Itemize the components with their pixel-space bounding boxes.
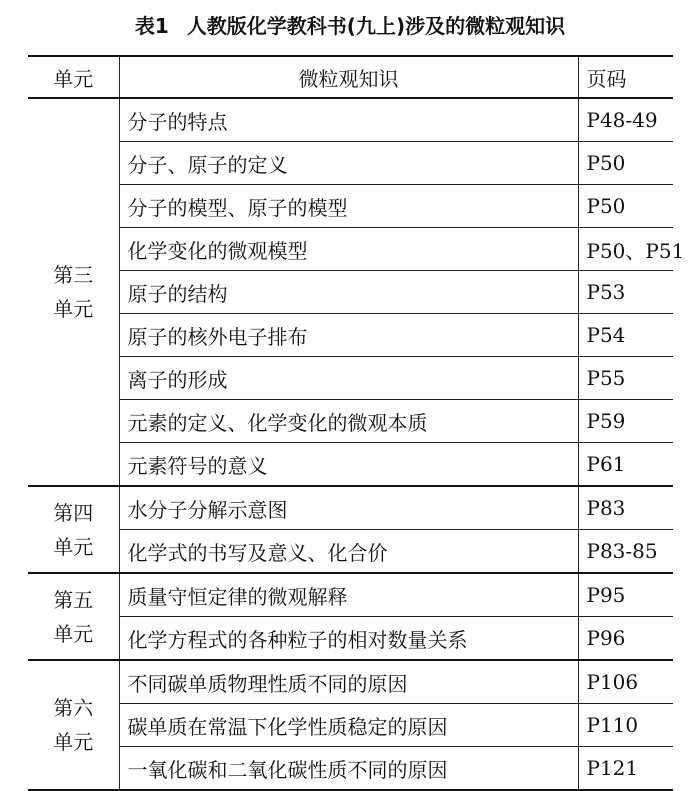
table-row: [28, 357, 673, 400]
table-row: [28, 314, 673, 357]
table-row: [28, 443, 673, 487]
knowledge-cell: 分子的特点: [119, 98, 578, 142]
knowledge-cell: 分子、原子的定义: [119, 142, 578, 185]
knowledge-cell: 原子的结构: [119, 271, 578, 314]
table-row: [28, 747, 673, 791]
table-row: [28, 573, 673, 617]
page-cell: P48-49: [578, 98, 673, 142]
knowledge-cell: 不同碳单质物理性质不同的原因: [119, 660, 578, 704]
unit-label-line: 第五: [53, 587, 94, 612]
knowledge-cell: 化学式的书写及意义、化合价: [119, 530, 578, 574]
table-row: [28, 142, 673, 185]
page-cell: P121: [578, 747, 673, 791]
page-cell: P50: [578, 142, 673, 185]
caption-title: 人教版化学教科书(九上)涉及的微粒观知识: [186, 14, 566, 38]
knowledge-cell: 原子的核外电子排布: [119, 314, 578, 357]
page-cell: P83-85: [578, 530, 673, 574]
knowledge-cell: 质量守恒定律的微观解释: [119, 573, 578, 617]
table-row: [28, 660, 673, 704]
header-knowledge: 微粒观知识: [119, 56, 578, 98]
page-cell: P59: [578, 400, 673, 443]
knowledge-cell: 碳单质在常温下化学性质稳定的原因: [119, 704, 578, 747]
unit-label-line: 单元: [53, 534, 94, 559]
table-row: [28, 228, 673, 271]
unit-label-line: 单元: [53, 730, 94, 754]
page-cell: P61: [578, 443, 673, 487]
header-page: 页码: [578, 56, 673, 98]
knowledge-cell: 元素符号的意义: [119, 443, 578, 487]
unit-cell: [28, 486, 119, 573]
page-cell: P55: [578, 357, 673, 400]
page-cell: P96: [578, 617, 673, 661]
table-row: [28, 704, 673, 747]
table-body: [28, 98, 685, 790]
page-cell: P95: [578, 573, 673, 617]
knowledge-cell: 化学方程式的各种粒子的相对数量关系: [119, 617, 578, 661]
unit-cell: [28, 660, 119, 790]
page-cell: P110: [578, 704, 673, 747]
knowledge-cell: 一氧化碳和二氧化碳性质不同的原因: [119, 747, 578, 791]
unit-label-line: 第三: [53, 263, 94, 287]
page-cell: P54: [578, 314, 673, 357]
table-header-row: [28, 56, 673, 98]
table-row: [28, 530, 673, 574]
table-caption: [0, 12, 700, 40]
table-row: [28, 400, 673, 443]
unit-cell: [28, 573, 119, 660]
table-row: [28, 617, 673, 661]
page-cell: P50: [578, 185, 673, 228]
page-cell: P106: [578, 660, 673, 704]
table-row: [28, 98, 673, 142]
unit-label-line: 第六: [53, 696, 94, 720]
knowledge-cell: 离子的形成: [119, 357, 578, 400]
knowledge-table: [28, 55, 685, 791]
page-cell: P50、P51: [578, 228, 673, 271]
page-cell: P53: [578, 271, 673, 314]
knowledge-cell: 化学变化的微观模型: [119, 228, 578, 271]
knowledge-cell: 水分子分解示意图: [119, 486, 578, 530]
knowledge-cell: 元素的定义、化学变化的微观本质: [119, 400, 578, 443]
unit-label-line: 单元: [53, 297, 94, 321]
unit-label-line: 单元: [53, 621, 94, 646]
caption-label: 表1: [134, 14, 169, 38]
page-cell: P83: [578, 486, 673, 530]
unit-cell: [28, 98, 119, 486]
table-row: [28, 271, 673, 314]
unit-label-line: 第四: [53, 500, 94, 525]
table-row: [28, 486, 673, 530]
header-unit: 单元: [28, 56, 119, 98]
knowledge-cell: 分子的模型、原子的模型: [119, 185, 578, 228]
table-row: [28, 185, 673, 228]
